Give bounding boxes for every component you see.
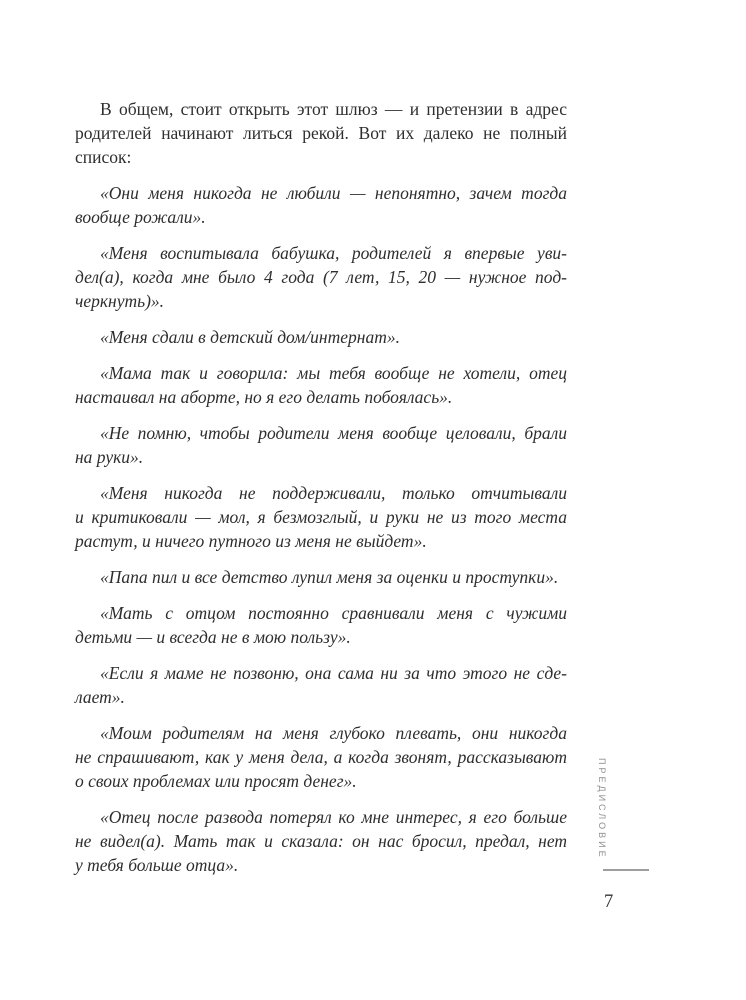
- quote-paragraph: [75, 805, 567, 877]
- text-line: и критиковали — мол, я безмозглый, и руки не из того места: [75, 507, 567, 527]
- text-line: список:: [75, 147, 132, 167]
- text-line: «Мать с отцом постоянно сравнивали меня с чужими: [100, 603, 567, 623]
- page-number: 7: [604, 892, 614, 912]
- text-line: «Отец после развода потерял ко мне интерес, я его больше: [100, 807, 567, 827]
- text-line: вообще рожали».: [75, 207, 206, 227]
- text-line: «Не помню, чтобы родители меня вообще целовали, брали: [100, 423, 567, 443]
- text-line: детьми — и всегда не в мою пользу».: [75, 627, 351, 647]
- quote-paragraph: [75, 181, 567, 229]
- text-line: на руки».: [75, 447, 144, 467]
- quote-paragraph: [75, 601, 567, 649]
- text-line: «Меня сдали в детский дом/интернат».: [100, 327, 400, 347]
- paragraph: [75, 97, 567, 169]
- text-line: «Меня воспитывала бабушка, родителей я впервые уви-: [100, 243, 567, 263]
- text-line: «Меня никогда не поддерживали, только отчитывали: [100, 483, 567, 503]
- quote-paragraph: [75, 661, 567, 709]
- text-line: не спрашивают, как у меня дела, а когда звонят, рассказывают: [75, 747, 567, 767]
- text-line: «Если я маме не позвоню, она сама ни за что этого не сде-: [100, 663, 567, 683]
- text-line: у тебя больше отца».: [75, 855, 239, 875]
- quote-paragraph: [75, 565, 567, 589]
- text-line: лает».: [75, 687, 125, 707]
- text-line: «Они меня никогда не любили — непонятно, зачем тогда: [100, 183, 567, 203]
- text-line: «Моим родителям на меня глубоко плевать, они никогда: [100, 723, 567, 743]
- text-line: В общем, стоит открыть этот шлюз — и претензии в адрес: [100, 99, 567, 119]
- text-line: настаивал на аборте, но я его делать побоялась».: [75, 387, 453, 407]
- body-text: [75, 97, 567, 877]
- text-line: растут, и ничего путного из меня не выйдет».: [75, 531, 427, 551]
- chapter-margin-label: ПРЕДИСЛОВИЕ: [597, 758, 607, 860]
- quote-paragraph: [75, 481, 567, 553]
- text-line: о своих проблемах или просят денег».: [75, 771, 357, 791]
- text-line: черкнуть)».: [75, 291, 165, 311]
- text-line: родителей начинают литься рекой. Вот их далеко не полный: [75, 123, 567, 143]
- quote-paragraph: [75, 241, 567, 313]
- text-line: «Папа пил и все детство лупил меня за оценки и проступки».: [100, 567, 559, 587]
- text-line: «Мама так и говорила: мы тебя вообще не хотели, отец: [100, 363, 567, 383]
- text-line: дел(а), когда мне было 4 года (7 лет, 15, 20 — нужное под-: [75, 267, 567, 287]
- quote-paragraph: [75, 361, 567, 409]
- quote-paragraph: [75, 325, 567, 349]
- margin-rule: [603, 869, 649, 871]
- quote-paragraph: [75, 421, 567, 469]
- text-line: не видел(а). Мать так и сказала: он нас бросил, предал, нет: [75, 831, 567, 851]
- quote-paragraph: [75, 721, 567, 793]
